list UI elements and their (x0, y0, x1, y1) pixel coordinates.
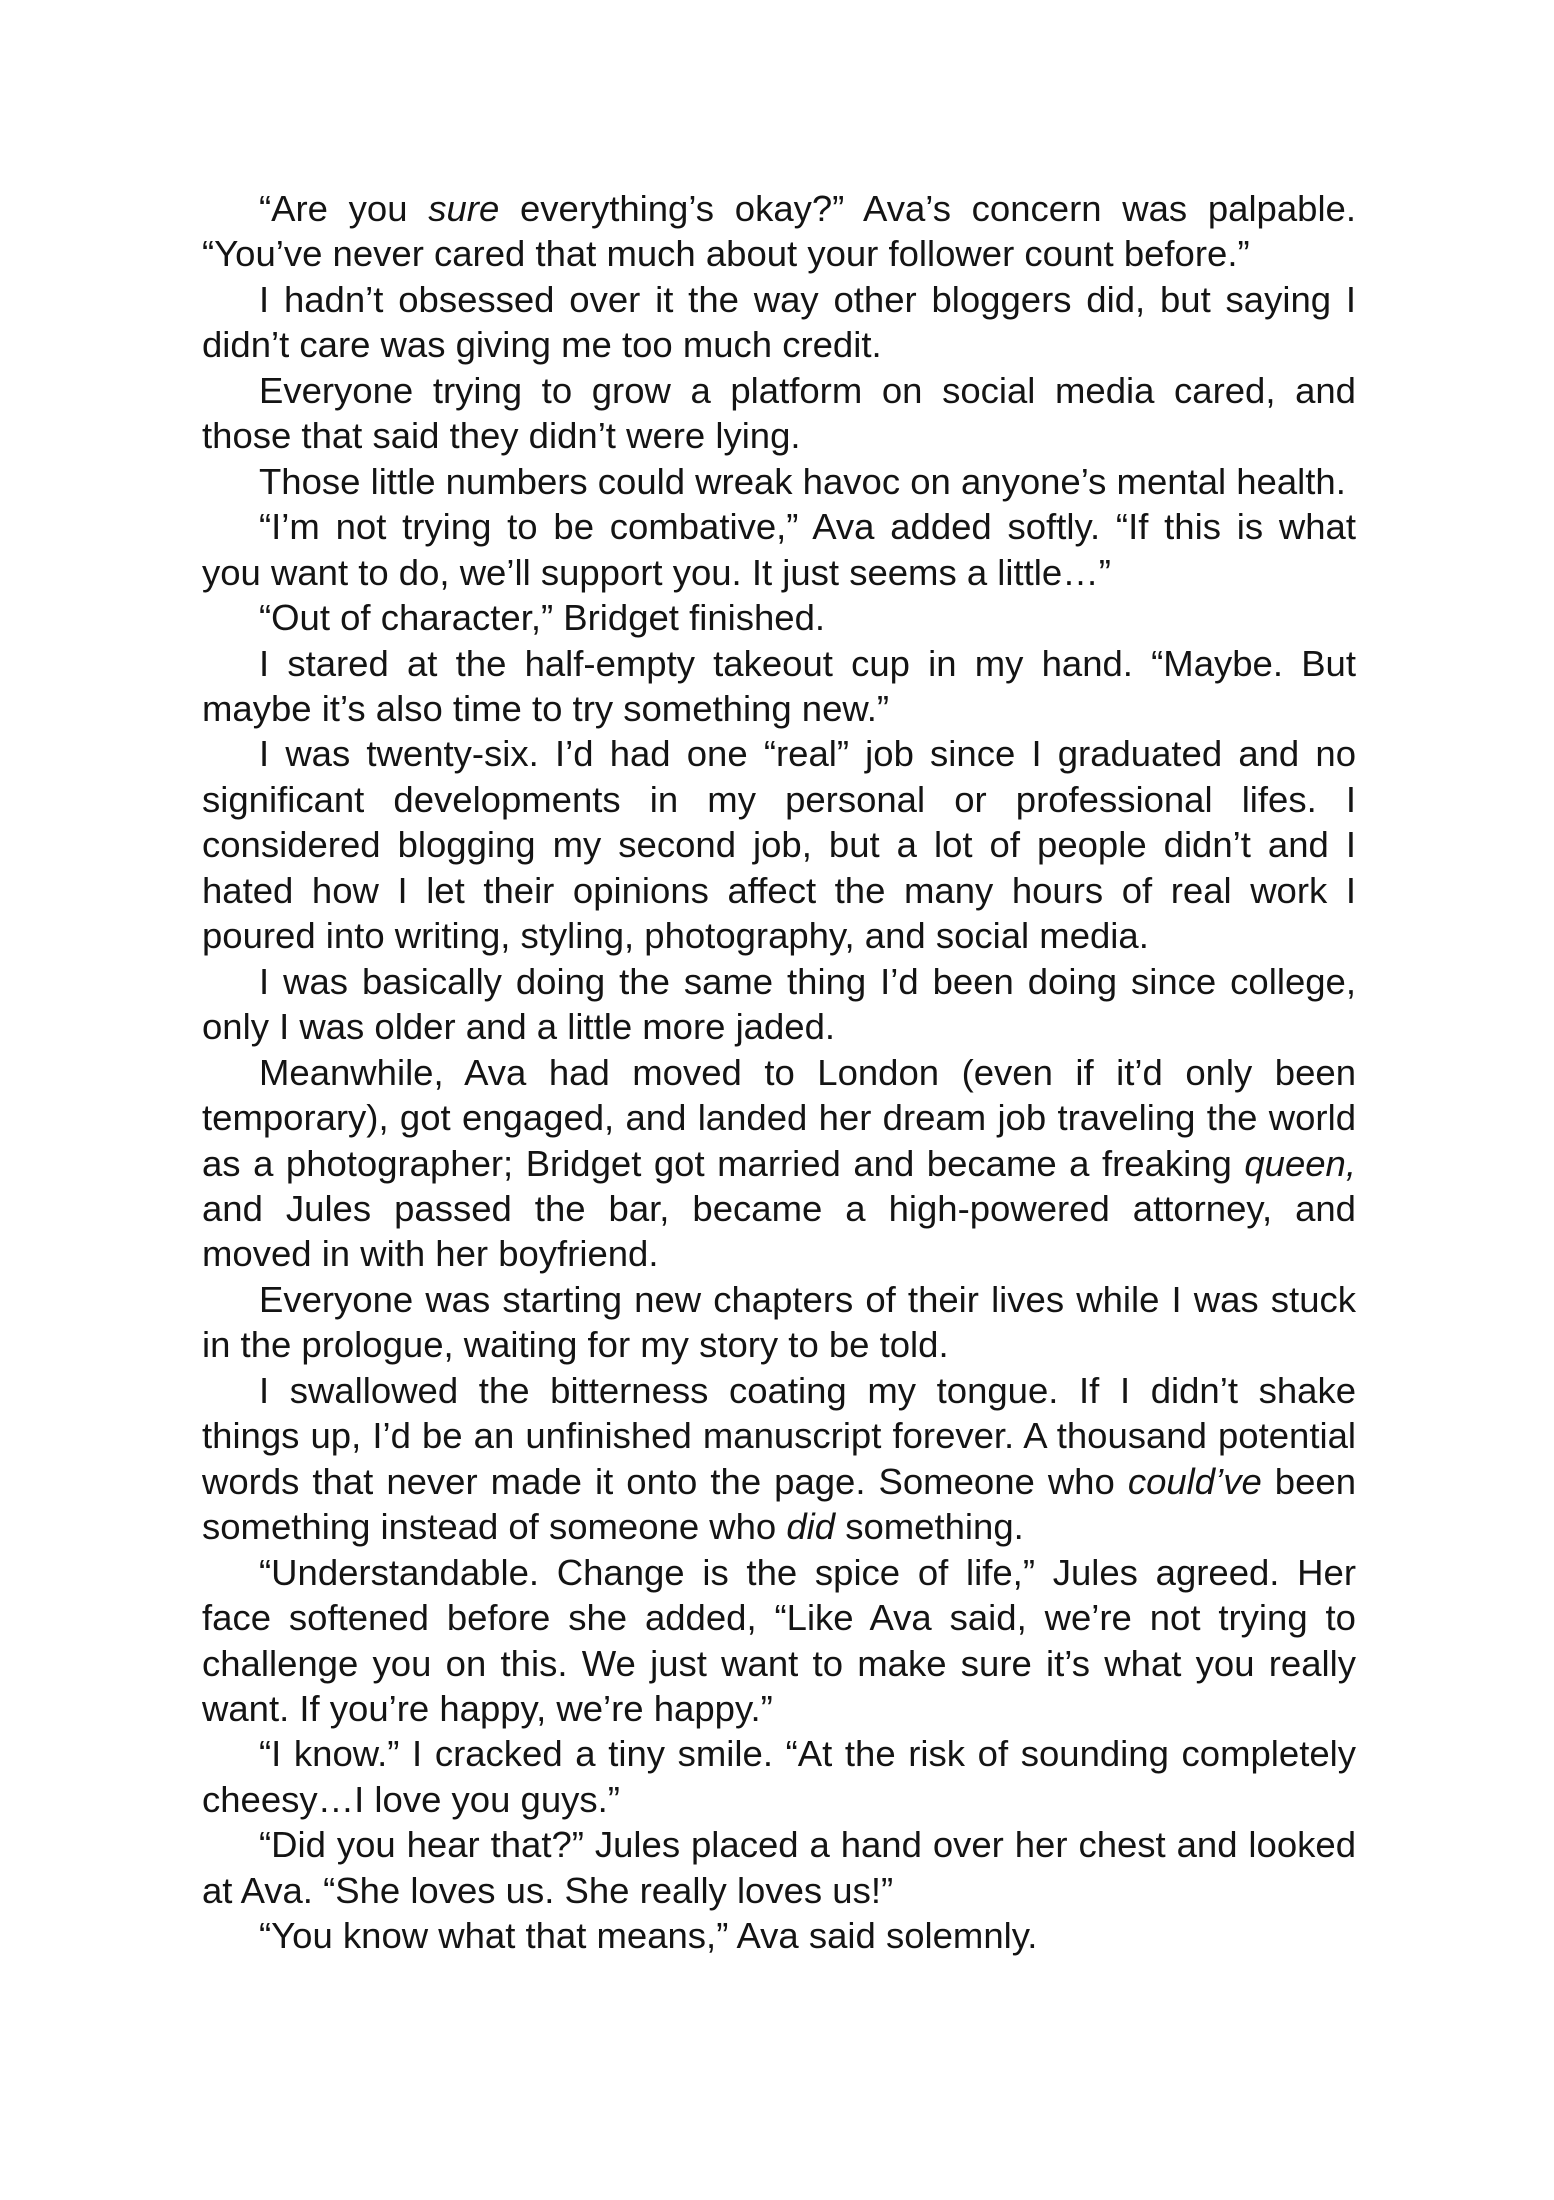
text-run: “I’m not trying to be combative,” Ava added softly. “If this is what you want to do, we’ll support you. It just seems a little…” (202, 506, 1356, 593)
paragraph (202, 595, 1356, 640)
body-text (202, 186, 1356, 1959)
text-run: Everyone trying to grow a platform on social media cared, and those that said they didn’t were lying. (202, 369, 1356, 457)
paragraph (202, 504, 1356, 595)
text-run: I hadn’t obsessed over it the way other bloggers did, but saying I didn’t care was giving me too much credit. (202, 278, 1356, 366)
paragraph (202, 1550, 1356, 1732)
emphasis-text: could’ve (1127, 1460, 1262, 1502)
text-run: Those little numbers could wreak havoc on anyone’s mental health. (259, 460, 1346, 502)
text-run: and Jules passed the bar, became a high-powered attorney, and moved in with her boyfriend. (202, 1187, 1356, 1275)
paragraph (202, 959, 1356, 1050)
paragraph (202, 1277, 1356, 1368)
text-run: I swallowed the bitterness coating my tongue. If I didn’t shake things up, I’d be an unfinished manuscript forever. A thousand potential words that never made it onto the page. Someone who (202, 1369, 1356, 1502)
text-run: I stared at the half-empty takeout cup in my hand. “Maybe. But maybe it’s also time to try something new.” (202, 642, 1356, 729)
text-run: I was twenty-six. I’d had one “real” job since I graduated and no significant developments in my personal or professional lifes. I considered blogging my second job, but a lot of people didn’t and I hated how I let their opinions affect the many hours of real work I poured into writing, styling, photography, and social media. (202, 733, 1356, 957)
paragraph (202, 186, 1356, 277)
paragraph (202, 1368, 1356, 1550)
text-run: “Are you (259, 188, 429, 229)
text-run: “Understandable. Change is the spice of life,” Jules agreed. Her face softened before she added, “Like Ava said, we’re not trying to challenge you on this. We just want to make sure it’s what you really want. If you’re happy, we’re happy.” (202, 1551, 1356, 1729)
text-run: I was basically doing the same thing I’d been doing since college, only I was older and a little more jaded. (202, 960, 1356, 1048)
paragraph (202, 1822, 1356, 1913)
text-run: “Did you hear that?” Jules placed a hand over her chest and looked at Ava. “She loves us. She really loves us!” (202, 1824, 1356, 1911)
paragraph (202, 1050, 1356, 1277)
text-run: Meanwhile, Ava had moved to London (even if it’d only been temporary), got engaged, and landed her dream job traveling the world as a photographer; Bridget got married and became a freaking (202, 1051, 1356, 1184)
text-run: “You know what that means,” Ava said solemnly. (259, 1915, 1038, 1957)
paragraph (202, 1731, 1356, 1822)
text-run: something. (835, 1506, 1024, 1548)
text-run: everything’s okay?” Ava’s concern was palpable. “You’ve never cared that much about your follower count before.” (202, 188, 1357, 275)
paragraph (202, 641, 1356, 732)
text-run: “I know.” I cracked a tiny smile. “At the risk of sounding completely cheesy…I love you guys.” (202, 1733, 1356, 1820)
paragraph (202, 277, 1356, 368)
paragraph (202, 1913, 1356, 1958)
paragraph (202, 731, 1356, 958)
text-run: Everyone was starting new chapters of their lives while I was stuck in the prologue, waiting for my story to be told. (202, 1278, 1356, 1366)
paragraph (202, 368, 1356, 459)
emphasis-text: did (786, 1506, 836, 1548)
text-run: been something instead of someone who (202, 1460, 1356, 1548)
paragraph (202, 459, 1356, 504)
text-run: “Out of character,” Bridget finished. (259, 597, 826, 639)
emphasis-text: queen, (1244, 1142, 1356, 1184)
emphasis-text: sure (428, 188, 500, 229)
